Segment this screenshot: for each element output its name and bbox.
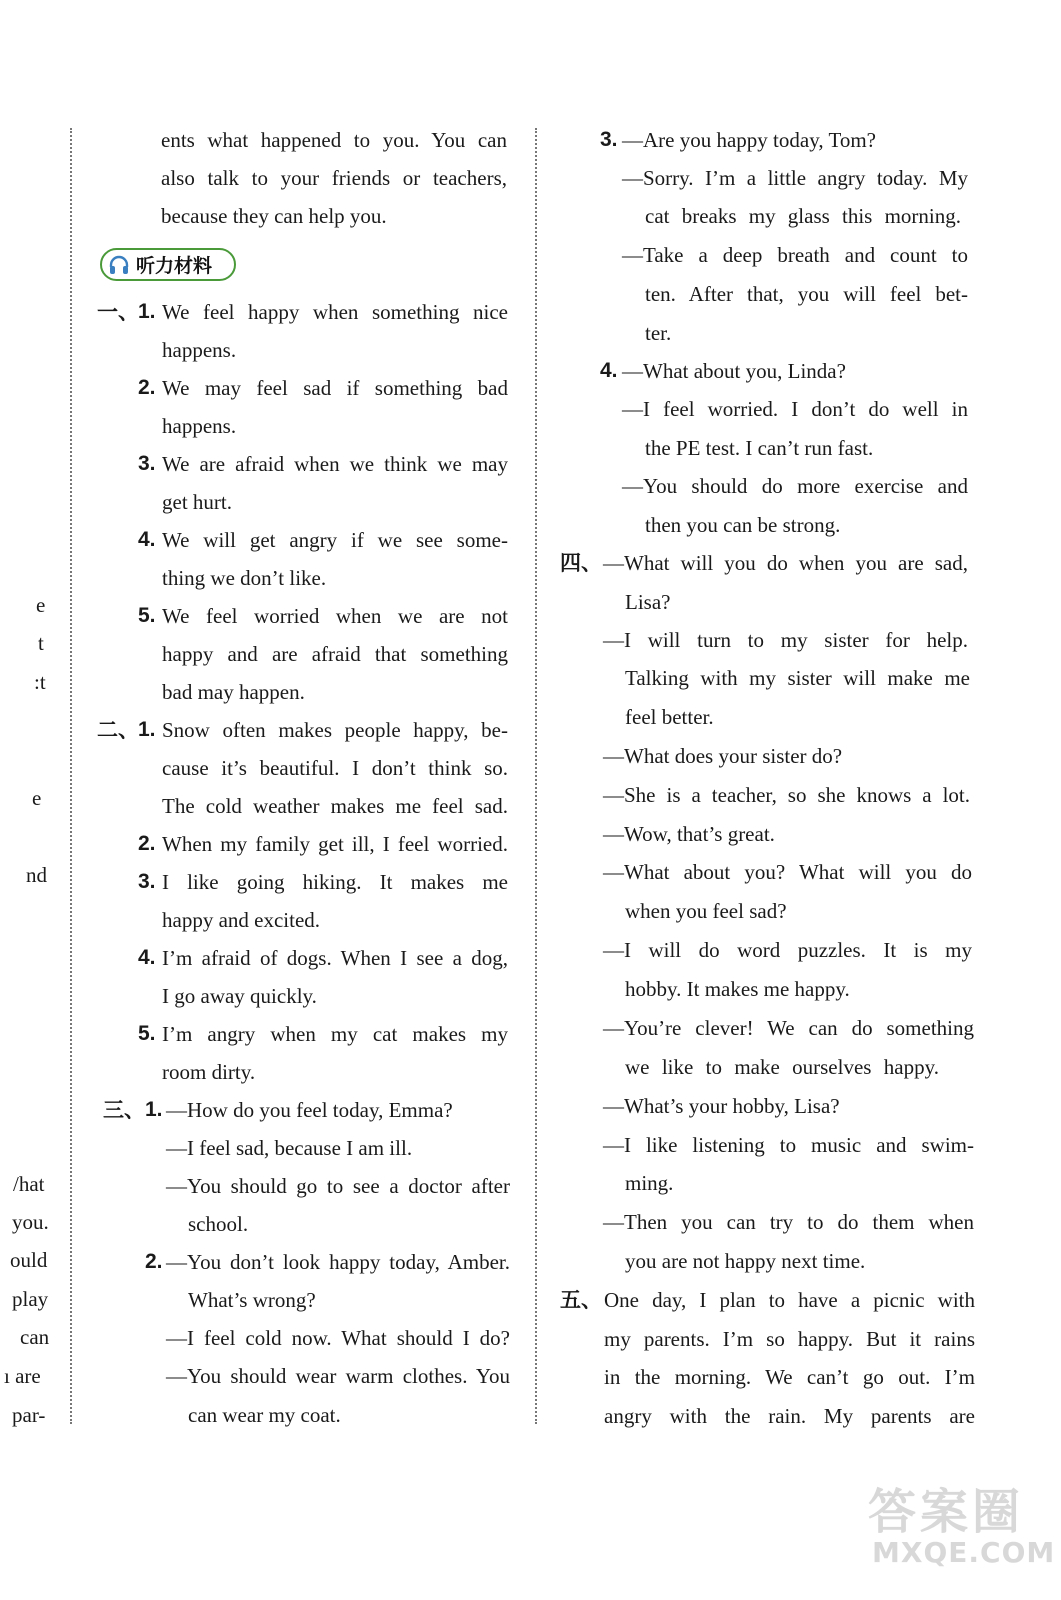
dialogue-line: Lisa? bbox=[625, 590, 671, 614]
dialogue-line: you are not happy next time. bbox=[625, 1249, 866, 1273]
dialogue-line: cat breaks my glass this morning. bbox=[645, 204, 961, 228]
dialogue-line: —You should wear warm clothes. You bbox=[166, 1364, 510, 1388]
dialogue-line: —I feel cold now. What should I do? bbox=[166, 1326, 510, 1350]
item-number: 3. bbox=[138, 452, 156, 475]
dialogue-line: —She is a teacher, so she knows a lot. bbox=[603, 783, 970, 807]
item-number: 4. bbox=[138, 946, 156, 969]
item-number: 5. bbox=[138, 1022, 156, 1045]
watermark bbox=[868, 1486, 1055, 1568]
section-mark-4: 四、 bbox=[560, 551, 602, 575]
margin-fragment: /hat bbox=[13, 1172, 45, 1196]
item-line: get hurt. bbox=[162, 490, 232, 514]
dialogue-line: when you feel sad? bbox=[625, 899, 787, 923]
margin-fragment: e bbox=[36, 593, 46, 617]
dialogue-line: —What’s your hobby, Lisa? bbox=[603, 1094, 840, 1118]
dialogue-line: ming. bbox=[625, 1171, 674, 1195]
item-number: 1. bbox=[145, 1098, 163, 1121]
margin-fragment: par- bbox=[12, 1403, 46, 1427]
item-line: happy and excited. bbox=[162, 908, 321, 932]
item-line: We are afraid when we think we may bbox=[162, 452, 508, 476]
dialogue-line: feel better. bbox=[625, 705, 714, 729]
margin-fragment: play bbox=[12, 1287, 49, 1311]
dialogue-line: ter. bbox=[645, 321, 672, 345]
dialogue-line: —What about you? What will you do bbox=[603, 860, 972, 884]
intro-line: ents what happened to you. You can bbox=[161, 128, 507, 152]
dialogue-line: we like to make ourselves happy. bbox=[625, 1055, 939, 1079]
item-line: I’m afraid of dogs. When I see a dog, bbox=[162, 946, 508, 970]
item-line: We feel happy when something nice bbox=[162, 300, 508, 324]
dialogue-line: Talking with my sister will make me bbox=[625, 666, 970, 690]
margin-fragment: ı are bbox=[4, 1364, 41, 1388]
margin-fragment: ould bbox=[10, 1248, 48, 1272]
dialogue-line: school. bbox=[188, 1212, 249, 1236]
watermark-site: MXQE.COM bbox=[872, 1536, 1056, 1569]
dialogue-line: —Are you happy today, Tom? bbox=[622, 128, 876, 152]
item-number: 4. bbox=[600, 359, 618, 382]
item-line: When my family get ill, I feel worried. bbox=[162, 832, 508, 856]
item-number: 3. bbox=[600, 128, 618, 151]
dialogue-line: can wear my coat. bbox=[188, 1403, 341, 1427]
item-line: cause it’s beautiful. I don’t think so. bbox=[162, 756, 508, 780]
dialogue-line: —Wow, that’s great. bbox=[603, 822, 775, 846]
section-mark-2: 二、 bbox=[97, 718, 139, 742]
item-line: happy and are afraid that something bbox=[162, 642, 508, 666]
item-line: happens. bbox=[162, 414, 237, 438]
dialogue-line: —Take a deep breath and count to bbox=[622, 243, 968, 267]
item-line: Snow often makes people happy, be- bbox=[162, 718, 508, 742]
headphones-icon bbox=[108, 254, 130, 276]
item-line: We feel worried when we are not bbox=[162, 604, 508, 628]
dialogue-line: —Then you can try to do them when bbox=[603, 1210, 974, 1234]
dialogue-line: —I will do word puzzles. It is my bbox=[603, 938, 972, 962]
item-number: 2. bbox=[145, 1250, 163, 1273]
item-line: room dirty. bbox=[162, 1060, 256, 1084]
dialogue-line: —I feel worried. I don’t do well in bbox=[622, 397, 968, 421]
badge-label: 听力材料 bbox=[136, 255, 213, 277]
item-number: 2. bbox=[138, 376, 156, 399]
margin-fragment: t bbox=[38, 631, 44, 655]
listening-material-badge bbox=[100, 248, 236, 281]
dialogue-line: —You don’t look happy today, Amber. bbox=[166, 1250, 510, 1274]
dialogue-line: —Sorry. I’m a little angry today. My bbox=[622, 166, 968, 190]
item-line: I like going hiking. It makes me bbox=[162, 870, 508, 894]
margin-fragment: nd bbox=[26, 863, 47, 887]
left-dotted-divider bbox=[70, 128, 72, 1424]
margin-fragment: you. bbox=[12, 1210, 49, 1234]
item-number: 1. bbox=[138, 300, 156, 323]
dialogue-line: ten. After that, you will feel bet- bbox=[645, 282, 968, 306]
dialogue-line: —How do you feel today, Emma? bbox=[166, 1098, 453, 1122]
item-line: The cold weather makes me feel sad. bbox=[162, 794, 508, 818]
section-mark-3: 三、 bbox=[103, 1098, 145, 1122]
passage-line: in the morning. We can’t go out. I’m bbox=[604, 1365, 975, 1389]
passage-line: my parents. I’m so happy. But it rains bbox=[604, 1327, 975, 1351]
item-number: 1. bbox=[138, 718, 156, 741]
item-line: I go away quickly. bbox=[162, 984, 317, 1008]
section-mark-5: 五、 bbox=[560, 1288, 602, 1312]
passage-line: angry with the rain. My parents are bbox=[604, 1404, 975, 1428]
item-number: 3. bbox=[138, 870, 156, 893]
margin-fragment: e bbox=[32, 786, 42, 810]
dialogue-line: —What will you do when you are sad, bbox=[603, 551, 968, 575]
item-number: 4. bbox=[138, 528, 156, 551]
item-number: 5. bbox=[138, 604, 156, 627]
watermark-main: 答案圈 bbox=[868, 1484, 1025, 1540]
dialogue-line: hobby. It makes me happy. bbox=[625, 977, 850, 1001]
item-line: We may feel sad if something bad bbox=[162, 376, 508, 400]
dialogue-line: —You should do more exercise and bbox=[622, 474, 968, 498]
dialogue-line: then you can be strong. bbox=[645, 513, 841, 537]
margin-fragment: can bbox=[20, 1325, 50, 1349]
passage-line: One day, I plan to have a picnic with bbox=[604, 1288, 975, 1312]
item-line: I’m angry when my cat makes my bbox=[162, 1022, 508, 1046]
item-line: We will get angry if we see some- bbox=[162, 528, 508, 552]
dialogue-line: —You’re clever! We can do something bbox=[603, 1016, 974, 1040]
item-line: bad may happen. bbox=[162, 680, 305, 704]
center-dotted-divider bbox=[535, 128, 537, 1424]
intro-line: because they can help you. bbox=[161, 204, 387, 228]
dialogue-line: —I feel sad, because I am ill. bbox=[166, 1136, 413, 1160]
item-number: 2. bbox=[138, 832, 156, 855]
dialogue-line: What’s wrong? bbox=[188, 1288, 316, 1312]
dialogue-line: —What does your sister do? bbox=[603, 744, 843, 768]
dialogue-line: the PE test. I can’t run fast. bbox=[645, 436, 874, 460]
section-mark-1: 一、 bbox=[97, 300, 139, 324]
dialogue-line: —What about you, Linda? bbox=[622, 359, 846, 383]
margin-fragment: :t bbox=[34, 670, 46, 694]
dialogue-line: —I will turn to my sister for help. bbox=[603, 628, 968, 652]
dialogue-line: —I like listening to music and swim- bbox=[603, 1133, 974, 1157]
intro-line: also talk to your friends or teachers, bbox=[161, 166, 507, 190]
item-line: thing we don’t like. bbox=[162, 566, 327, 590]
dialogue-line: —You should go to see a doctor after bbox=[166, 1174, 510, 1198]
item-line: happens. bbox=[162, 338, 237, 362]
